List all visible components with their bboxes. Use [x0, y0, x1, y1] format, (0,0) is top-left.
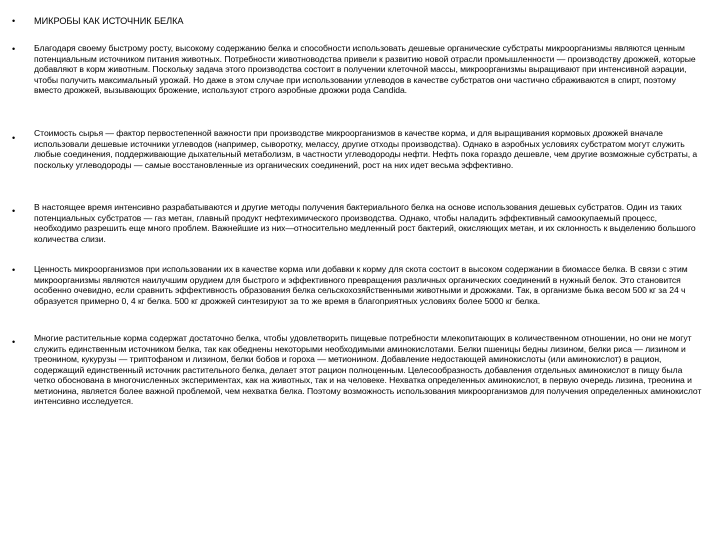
title-item: [12, 15, 702, 29]
bullet-icon: •: [12, 337, 16, 347]
paragraph-item: [12, 202, 702, 265]
paragraph-text: Стоимость сырья — фактор первостепенной важности при производстве микроорганизмов в качестве корма, и для выращивания кормовых дрожжей вначале использовали дешевые источники углеводов (например, сыворотку, мелассу, другие отходы производства). Однако в аэробных условиях субстратом могут служить любые соединения, поддерживающие дыхательный метаболизм, в частности углеводороды нефти. Нефть пока гораздо дешевле, чем другие возможные субстраты, а поскольку углеводороды — самые восстановленные из органических соединений, рост на них идет весьма эффективно.: [34, 128, 698, 170]
paragraph-item: [12, 333, 702, 443]
paragraph-item: [12, 43, 702, 127]
bullet-icon: •: [12, 206, 16, 216]
paragraph-item: [12, 264, 702, 337]
bullet-icon: •: [12, 133, 16, 143]
bullet-icon: •: [12, 44, 16, 54]
paragraph-item: [12, 128, 702, 201]
slide-title: МИКРОБЫ КАК ИСТОЧНИК БЕЛКА: [34, 16, 184, 26]
paragraph-text: Многие растительные корма содержат достаточно белка, чтобы удовлетворить пищевые потребности млекопитающих в количественном отношении, но они не могут служить единственным источником белка, так как обеднены некоторыми необходимыми аминокислотами. Белки пшеницы бедны лизином, белки риса — лизином и треонином, кукурузы — триптофаном и лизином, белки бобов и гороха — метионином. Добавление недостающей аминокислоты (или аминокислот) в рацион, содержащий единственный источник растительного белка, делает этот рацион полноценным. Целесообразность добавления отдельных аминокислот в пищу была четко обоснована в многочисленных экспериментах, как на животных, так и на человеке. Нехватка определенных аминокислот, в первую очередь лизина, треонина и метионина, является более важной проблемой, чем нехватка белка. Поэтому возможность использования микроорганизмов для получения определенных аминокислот интенсивно исследуется.: [34, 333, 702, 406]
paragraph-text: Ценность микроорганизмов при использовании их в качестве корма или добавки к корму для скота состоит в высоком содержании в биомассе белка. В связи с этим микроорганизмы являются наилучшим орудием для быстрого и эффективного превращения различных органических соединений в нужный белок. Это становится особенно очевидно, если сравнить эффективность образования белка сельскохозяйственными животными и дрожжами. Так, в организме быка весом 500 кг за 24 ч образуется примерно 0, 4 кг белка. 500 кг дрожжей синтезируют за то же время в благоприятных условиях более 5000 кг белка.: [34, 264, 688, 306]
bullet-icon: •: [12, 16, 16, 26]
paragraph-text: Благодаря своему быстрому росту, высокому содержанию белка и способности использовать дешевые органические субстраты микроорганизмы являются ценным потенциальным источником питания животных. Потребности животноводства привели к развитию новой отрасли промышленности — производству дрожжей, которые добавляют в корм животным. Поскольку задача этого производства состоит в получении клеточной массы, микроорганизмы выращивают при интенсивной аэрации, чтобы получить максимальный урожай. Но даже в этом случае при использовании углеводов в качестве субстратов они частично сбраживаются в спирт, поэтому вместо дрожжей, вызывающих брожение, используют строго аэробные дрожжи рода Candida.: [34, 43, 696, 95]
bullet-icon: •: [12, 265, 16, 275]
paragraph-text: В настоящее время интенсивно разрабатываются и другие методы получения бактериального белка на основе использования дешевых субстратов. Один из таких потенциальных субстратов — газ метан, главный продукт нефтехимического производства. Однако, чтобы наладить эффективный самоокупаемый процесс, необходимо разрешить еще много проблем. Важнейшие из них—относительно медленный рост бактерий, окисляющих метан, и их склонность к выделению большого количества слизи.: [34, 202, 696, 244]
